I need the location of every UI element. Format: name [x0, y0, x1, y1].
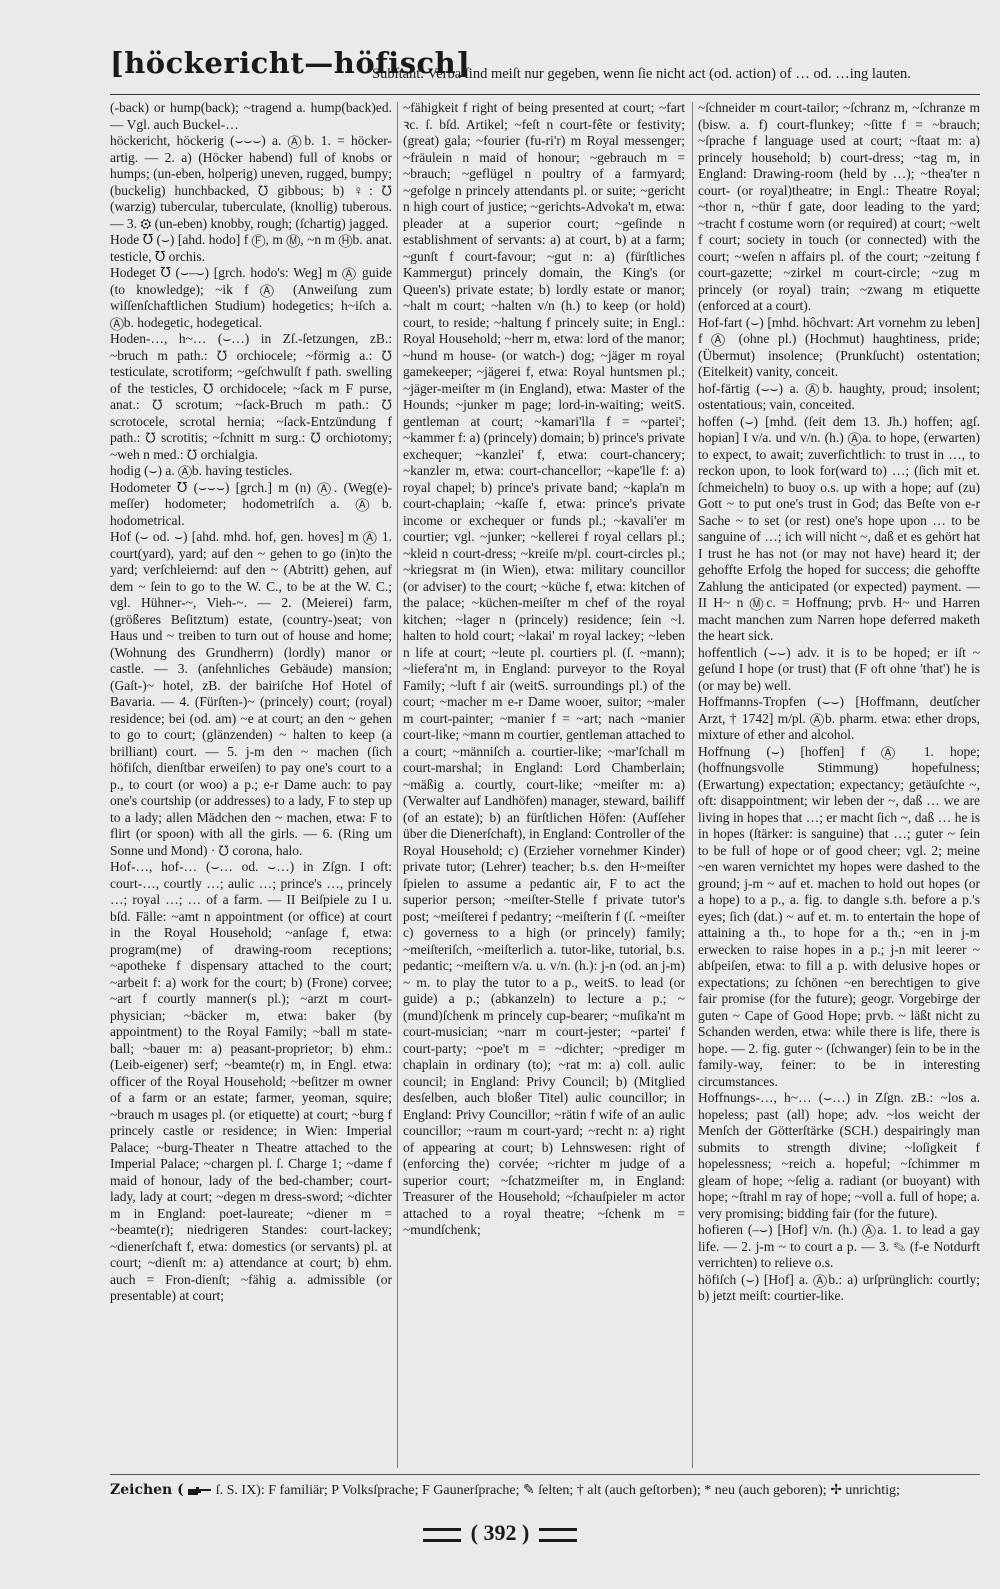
entry-paragraph: hoffentlich (⌣⌣) adv. it is to be hoped; er iſt ~ geſund I hope (or trust) that (F oft ohne 'that') he is (or may be) well. — [698, 644, 980, 693]
header-rule — [110, 94, 980, 95]
column-divider — [397, 102, 398, 1468]
entry-paragraph: Hode ℧ (⌣) [ahd. hodo] f Ⓕ, m Ⓜ, ~n m Ⓗb. anat. testicle, ℧ orchis. — [110, 232, 392, 264]
footer-rule — [110, 1474, 980, 1475]
legend-label: Zeichen ( — [110, 1482, 184, 1498]
pointing-hand-icon — [187, 1486, 213, 1496]
symbol-legend — [110, 1482, 980, 1499]
header-note: Subſtant. Verba ſind meiſt nur gegeben, wenn ſie nicht act (od. action) of … od. …ing lauten. — [372, 66, 911, 82]
ornament-right — [539, 1528, 577, 1542]
page-header — [110, 46, 980, 96]
entry-paragraph: Hof-…, hof-… (⌣… od. ⌣…) in Zſgn. I oft: court-…, courtly …; aulic …; prince's …, princely …; royal …; … of a farm. — II Beiſpiele zu I u. bſd. Fälle: ~amt n appointment (or office) at court in the Royal Household; ~anſage f, etwa: program(me) of drawing-room receptions; ~apotheke f dispensary attached to the court; ~arbeit f: a) work for the court; b) (Frone) corvee; ~art f courtly manner(s pl.); ~arzt m court-physician; ~bäcker m, etwa: baker (by appointment) to the Royal Family; ~ball m state-ball; ~bauer m: a) peasant-proprietor; b) ehm.: (Leib-eigener) serf; ~beamte(r) m, in Engl. etwa: officer of the Royal Household; ~beſitzer m owner of a farm or an estate; farmer, yeoman, squire; ~brauch m usages pl. (or etiquette) at court; ~burg f princely castle or residence; in Wien: Imperial Palace; ~burg-Theater n Theatre attached to the Imperial Palace; ~chargen pl. ſ. Charge 1; ~dame f maid of honour, lady of the bed-chamber; court-lady, lady at court; ~degen m dress-sword; ~dichter m in England: poet-laureate; ~diener m = ~beamte(r); niedrigeren Standes: court-lackey; ~dienerſchaft f, etwa: domestics (or servants) pl. at court; ~dienſt m: a) attendance at court; b) ehm. auch = Fron-dienſt; ~fähig a. admissible (or presentable) at court; — [110, 859, 392, 1303]
entry-paragraph: ~fähigkeit f right of being presented at court; ~fart ꝛc. ſ. bſd. Artikel; ~feſt n court-fête or festivity; (great) gala; ~fourier (fu-ri'r) m Royal messenger; ~fräulein n maid of honour; ~gebrauch m = ~brauch; ~geflügel n poultry of a farmyard; ~gefolge n princely attendants pl. or suite; ~gericht n high court of justice; ~gerichts-Advoka't m, etwa: pleader at a superior court; ~geſinde n establishment of servants: a) at court, b) at a farm; ~gunſt f court-favour; ~gut n: a) (fürſtliches Kammergut) princely domain, the King's (or Queen's) private estate; b) lordly estate or manor; ~halt m court; ~halten v/n (h.) to keep (or hold) court, to reside; ~haltung f princely suite; in Engl.: Royal Household; ~herr m, etwa: lord of the manor; ~hund m house- (or watch-) dog; ~jäger m royal gamekeeper; ~jägerei f, etwa: Royal huntsmen pl.; ~jäger-meiſter m (in England), etwa: Master of the Hounds; ~junker m page; lord-in-waiting; weitS. gentleman at court; ~kamari'lla f = ~partei'; ~kammer f: a) (princely) domain; b) prince's private exchequer; ~kanzlei' f, etwa: court-chancery; ~kanzler m, etwa: court-chancellor; ~kape'lle f: a) royal chapel; b) prince's private band; ~kapla'n m court-chaplain; ~kaſſe f, etwa: prince's private income or exchequer or funds pl.; ~kavali'er m courtier; vgl. ~junker; ~kellerei f royal cellars pl.; ~kleid n court-dress; ~kreiſe m/pl. court-circles pl.; ~kriegsrat m (in Wien), etwa: military councillor (or adviser) to the court; ~küche f, etwa: kitchen of the palace; ~küchen-meiſter m chef of the royal kitchen; ~lager n (princely) residence; ſein ~l. halten to hold court; ~lakai' m royal lackey; ~leben n life at court; ~leute pl. courtiers pl. (ſ. ~mann); ~liefera'nt m, in England: purveyor to the Royal Family; ~luft f air (weitS. surroundings pl.) of the court; ~macher m e-r Dame wooer, suitor; ~maler m court-painter; ~manier f = ~art; nach ~manier court-like; ~mann m courtier, gentleman attached to a court; ~männiſch a. courtier-like; ~mar'ſchall m court-marshal; in England: Lord Chamberlain; ~mäßig a. courtly, court-like; ~meiſter m: a) (Verwalter auf Landhöfen) manager, steward, bailiff (of an estate); b) an fürſtlichen Höfen: (Aufſeher über die Dienerſchaft), in England: Controller of the Royal Household; c) (Erzieher vornehmer Kinder) private tutor; (Lehrer) teacher; b.s. den H~meiſter ſpielen to assume a pedantic air, F to act the superior person; ~meiſter-Stelle f private tutor's post; ~meiſterei f pedantry; ~meiſterin f (ſ. ~meiſter c) governess to a high (or princely) family; ~meiſteriſch, ~meiſterlich a. tutor-like, tutorial, b.s. pedantic; ~meiſtern v/a. u. v/n. (h.): j-n (od. an j-m) ~ m. to play the tutor to a p., weitS. to lead (or guide) a p.; (abkanzeln) to lecture a p.; ~(mund)ſchenk m princely cup-bearer; ~muſika'nt m court-musician; ~narr m court-jester; ~partei' f court-party; ~poe't m = ~dichter; ~prediger m chaplain in ordinary (to); ~rat m: a) coll. aulic council; in England: Privy Council; b) (Mitglied desſelben, auch bloßer Titel) aulic councillor; in England: Privy Councillor; ~rätin f wife of an aulic councillor; ~raum m court-yard; ~recht n: a) right of appearing at court; b) Lehnswesen: right of (enforcing the) corvée; ~richter m judge of a superior court; ~ſchatzmeiſter m, in England: Treasurer of the Household; ~ſchauſpieler m actor attached to a royal theatre; ~ſchenk m = ~mundſchenk; — [403, 100, 685, 1237]
entry-paragraph: Hodometer ℧ (⌣⌣⌣) [grch.] m (n) Ⓐ. (Weg(e)-meſſer) hodometer; hodometriſch a. Ⓐb. hodometrical. — [110, 479, 392, 528]
entry-paragraph: ~ſchneider m court-tailor; ~ſchranz m, ~ſchranze m (bisw. a. f) court-flunkey; ~ſitte f = ~brauch; ~ſprache f language used at court; ~ſtaat m: a) princely household; b) court-dress; ~tag m, in England: Drawing-room (held by …); ~thea'ter n court- (or royal)theatre; in Engl.: Theatre Royal; ~thor n, ~thür f gate, door leading to the yard; ~tracht f costume worn (or required) at court; ~welt f court; society in touch (or connected) with the court; ~weſen n affairs pl. of the court; ~zeitung f court-gazette; ~zirkel m court-circle; ~zug m princely (or royal) train; ~zwang m etiquette (enforced at a court). — [698, 100, 980, 313]
entry-columns — [110, 100, 980, 1470]
column-1 — [110, 100, 392, 1470]
entry-paragraph: hodig (⌣) a. Ⓐb. having testicles. — [110, 463, 293, 478]
entry-paragraph: hof-färtig (⌣⌣) a. Ⓐb. haughty, proud; insolent; ostentatious; vain, conceited. — [698, 380, 980, 412]
entry-paragraph: Hodeget ℧ (⌣–⌣) [grch. hodo's: Weg] m Ⓐ guide (to knowledge); ~ik f Ⓐ (Anweiſung zum wiſſenſchaftlichen Studium) hodegetics; h~iſch a. Ⓐb. hodegetic, hodegetical. — [110, 265, 392, 330]
entry-paragraph: höfiſch (⌣) [Hof] a. Ⓐb.: a) urſprünglich: courtly; b) jetzt meiſt: courtier-like. — [698, 1271, 980, 1303]
entry-paragraph: Hoden-…, h~… (⌣…) in Zſ.-ſetzungen, zB.: ~bruch m path.: ℧ orchiocele; ~förmig a.: ℧ testiculate, scrotiform; ~geſchwulſt f path. swelling of the testicles, ℧ orchidocele; ~ſack m F purse, anat.: ℧ scrotum; ~ſack-Bruch m path.: ℧ scrotocele, scrotal hernia; ~ſack-Entzündung f path.: ℧ scrotitis; ~ſchnitt m surg.: ℧ orchiotomy; ~weh n med.: ℧ orchialgia. — [110, 331, 392, 462]
entry-paragraph: Hoffnungs-…, h~… (⌣…) in Zſgn. zB.: ~los a. hopeless; past (all) hope; adv. ~los weicht der Menſch der Götterſtärke (SCH.) despairingly man submits to strength divine; ~loſigkeit f hopelessness; ~reich a. hopeful; ~ſchimmer m gleam of hope; ~ſelig a. radiant (or buoyant) with hope; ~ſtrahl m ray of hope; ~voll a. full of hope; a. very promising; bidding fair (for the future). — [698, 1090, 980, 1221]
column-2 — [403, 100, 685, 1470]
entry-paragraph: (-back) or hump(back); ~tragend a. hump(back)ed. — Vgl. auch Buckel-… — [110, 100, 392, 132]
entry-paragraph: Hof (⌣ od. ⌣) [ahd. mhd. hof, gen. hoves] m Ⓐ 1. court(yard), yard; auf den ~ gehen to go (in)to the yard; verſchleiernd: auf den ~ (Abtritt) gehen, auf dem ~ ſein to go to the W. C., to be at the W. C.; vgl. Hühner-~, Vieh-~. — 2. (Meierei) farm, (größeres Beſitztum) estate, (country-)seat; von Haus und ~ treiben to turn out of house and home; (Wohnung des Grundherrn) (lordly) manor or castle. — 3. (anſehnliches Gebäude) mansion; (Gaſt-)~ hotel, zB. der bairiſche Hof Hotel of Bavaria. — 4. (Fürſten-)~ (princely) court; (royal) residence; bei (od. am) ~e at court; an den ~ gehen to go to court; (glänzenden) ~ halten to keep (a brilliant) court. — 5. j-m den ~ machen (ſich höfiſch, dienſtbar erweiſen) to pay one's court to a p., to court (or woo) a p.; e-r Dame auch: to pay one's courtship (or addresses) to a lady, F to step up to a lady; allen Mädchen den ~ machen, etwa: F to flirt (or spoon) with all the girls. — 6. (Ring um Sonne und Mond) · ℧ corona, halo. — [110, 529, 392, 858]
page-number-area — [0, 1520, 1000, 1546]
entry-paragraph: Hoffmanns-Tropfen (⌣⌣) [Hoffmann, deutſcher Arzt, † 1742] m/pl. Ⓐb. pharm. etwa: ether drops, mixture of ether and alcohol. — [698, 694, 980, 742]
entry-paragraph: Hof-fart (⌣) [mhd. hôchvart: Art vornehm zu leben] f Ⓐ (ohne pl.) (Hochmut) haughtiness, pride; (Übermut) insolence; (Prunkſucht) ostentation; (Eitelkeit) vanity, conceit. — [698, 314, 980, 379]
legend-text: ſ. S. IX): F familiär; P Volksſprache; F Gaunerſprache; ✎ ſelten; † alt (auch geſtorben); * neu (auch geboren); ✢ unrichtig; — [215, 1483, 900, 1498]
entry-paragraph: Hoffnung (⌣) [hoffen] f Ⓐ 1. hope; (hoffnungsvolle Stimmung) hopefulness; (Erwartung) expectation; expectancy; getäuſchte ~, oft: disappointment; wir leben der ~, daß … we are living in hopes that …; er macht ſich ~, daß … he is in hopes (ſtärker: is sanguine) that …; guter ~ ſein to be full of hope or of good cheer; vgl. 2; meine ~en waren vernichtet my hopes were dashed to the ground; j-m ~ auf et. machen to hold out hopes (or a hope) to a p., a. fig. to dangle s.th. before a p.'s eyes; ſich (dat.) ~ auf et. m. to entertain the hope of attaining a th., to hope for a th.; ~en in j-m erwecken to raise hopes in a p.; j-n mit leerer ~ abſpeiſen, etwa: to fill a p. with delusive hopes or expectations; zu ſchönen ~en berechtigen to give fair promise (for the future); geogr. Vorgebirge der guten ~ Cape of Good Hope; prvb. ~ läßt nicht zu Schanden werden, etwa: while there is life, there is hope. — 2. fig. guter ~ (ſchwanger) ſein to be in the family-way, feiner: to be in interesting circumstances. — [698, 743, 980, 1089]
entry-paragraph: hoffen (⌣) [mhd. (ſeit dem 13. Jh.) hoffen; agſ. hopian] I v/a. und v/n. (h.) Ⓐa. to hope, (erwarten) to expect, to await; zuverſichtlich: to trust in …, to reckon upon, to look for(ward to) …; (ſich mit et. ſchmeicheln) to buoy o.s. up with a hope; auf (zu) Gott ~ to put one's trust in God; das Beſte von e-r Sache ~ to set (or rest) one's hope upon … to be sanguine of …; ich will nicht ~, daß et es gehört hat I trust he has not (or may not have) heard it; der gehoffte Erfolg the hoped for success; die gehoffte Zahlung the anticipated (or expected) payment. — II H~ n Ⓜc. = Hoffnung; prvb. H~ und Harren macht manchen zum Narren hope deferred maketh the heart sick. — [698, 413, 980, 643]
ornament-left — [423, 1528, 461, 1542]
page-number: ( 392 ) — [470, 1520, 530, 1545]
headword-range: [höckericht—höfisch] — [110, 46, 471, 80]
column-divider — [692, 102, 693, 1468]
entry-paragraph: höckericht, höckerig (⌣⌣⌣) a. Ⓐb. 1. = höcker-artig. — 2. a) (Höcker habend) full of knobs or humps; (un-eben, holperig) uneven, rugged, bumpy; (buckelig) hunchbacked, ℧ gibbous; b) ♀: ℧ (warzig) tubercular, tuberculate, (knollig) tuberous. — 3. ⚙ (un-eben) knobby, rough; (ſchartig) jagged. — [110, 133, 392, 231]
entry-paragraph: hofieren (–⌣) [Hof] v/n. (h.) Ⓐa. 1. to lead a gay life. — 2. j-m ~ to court a p. — 3. ✎ (f-e Notdurft verrichten) to relieve o.s. — [698, 1222, 980, 1270]
column-3 — [698, 100, 980, 1470]
